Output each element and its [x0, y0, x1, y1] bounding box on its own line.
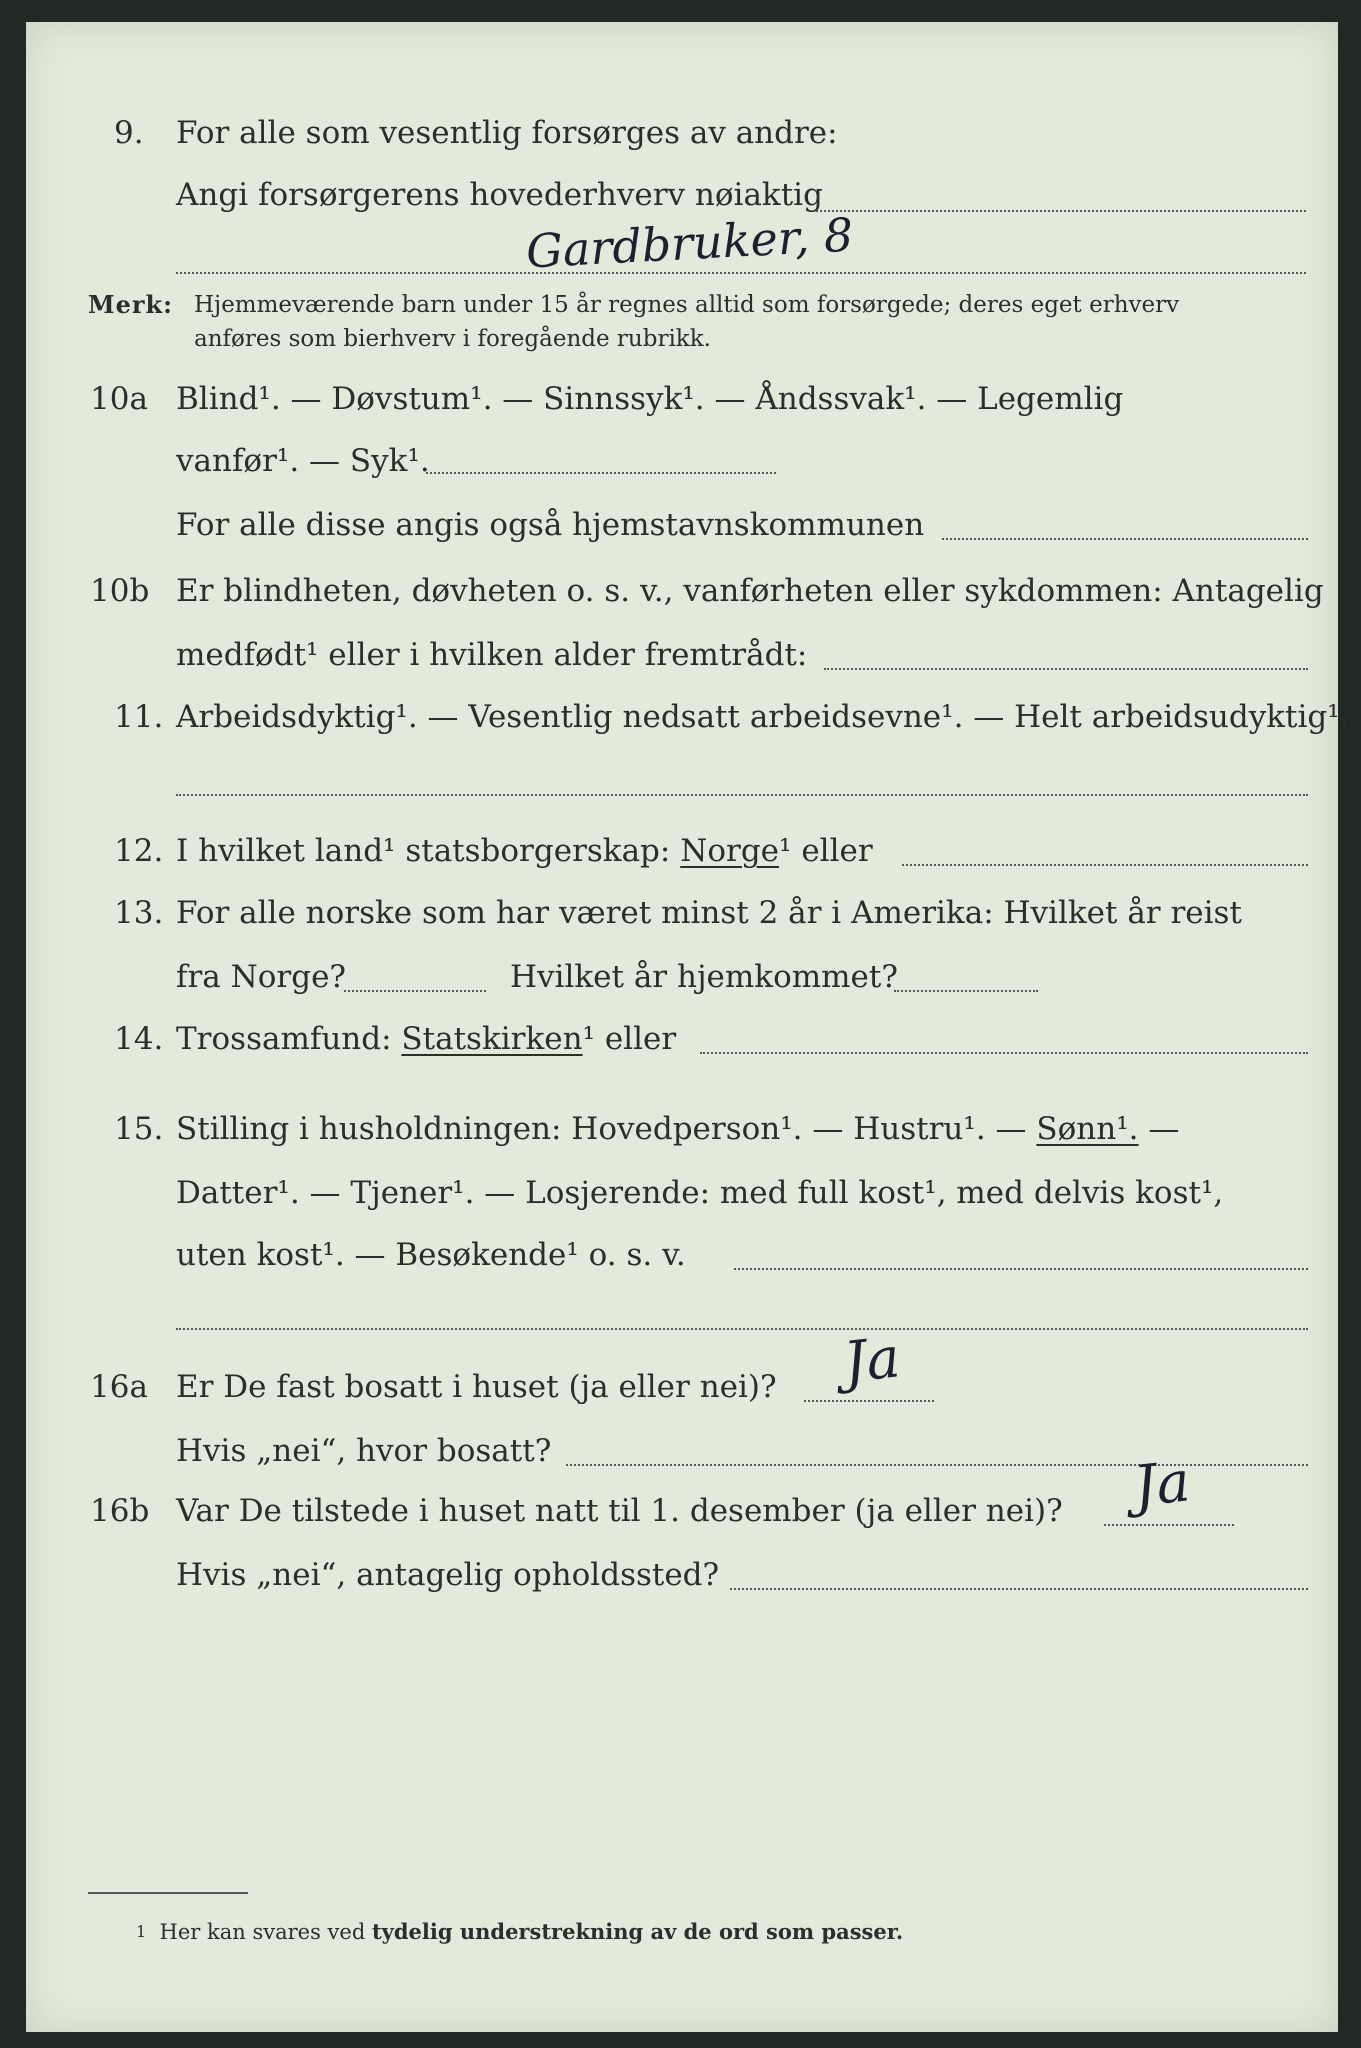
q16b-number: 16b: [90, 1493, 150, 1529]
q16b-opholdssted-line[interactable]: [730, 1588, 1308, 1590]
q16b-answer-line[interactable]: [1104, 1524, 1234, 1526]
footnote-rule: [88, 1892, 248, 1894]
q16a-handwritten-answer: Ja: [840, 1325, 904, 1396]
q14-answer-line[interactable]: [700, 1052, 1308, 1054]
q16a-number: 16a: [90, 1369, 148, 1405]
q12-underlined-norge: Norge: [680, 833, 780, 869]
q13-hjemkommet-line[interactable]: [894, 990, 1038, 992]
q14-question-tail: ¹ eller: [582, 1021, 677, 1057]
q15-options-dash: —: [1148, 1111, 1180, 1147]
q11-answer-line[interactable]: [176, 794, 1308, 796]
q10b-answer-line[interactable]: [824, 668, 1308, 670]
merk-note-line2: anføres som bierhverv i foregående rubrikk.: [194, 326, 711, 352]
census-form-page: [26, 22, 1350, 2032]
q15-options: [176, 1110, 1179, 1148]
q9-number: 9.: [114, 115, 144, 151]
q10a-hjemstavn-line[interactable]: [942, 538, 1308, 540]
q10b-question-line2: medfødt¹ eller i hvilken alder fremtrådt:: [176, 637, 808, 673]
q10a-options: Blind¹. — Døvstum¹. — Sinnssyk¹. — Åndssvak¹. — Legemlig: [176, 381, 1124, 417]
q16b-question: Var De tilstede i huset natt til 1. desember (ja eller nei)?: [176, 1493, 1063, 1529]
q15-underlined-sonn: Sønn¹.: [1036, 1111, 1139, 1147]
q12-number: 12.: [114, 833, 164, 869]
q9-answer-line2[interactable]: [176, 272, 1306, 274]
q16a-bosatt-label: Hvis „nei“, hvor bosatt?: [176, 1433, 552, 1469]
merk-note-line1: Hjemmeværende barn under 15 år regnes alltid som forsørgede; deres eget erhverv: [194, 292, 1180, 318]
q15-options-line3: uten kost¹. — Besøkende¹ o. s. v.: [176, 1237, 686, 1273]
q16a-bosatt-line[interactable]: [566, 1464, 1308, 1466]
q14-question-text: Trossamfund:: [176, 1021, 392, 1057]
q13-reist-line[interactable]: [344, 990, 486, 992]
q9-question: For alle som vesentlig forsørges av andre:: [176, 115, 838, 151]
q11-number: 11.: [114, 699, 164, 735]
q9-question-line2: Angi forsørgerens hovederhverv nøiaktig: [176, 177, 823, 213]
q16b-handwritten-answer: Ja: [1130, 1449, 1194, 1520]
q10a-options-line2: vanfør¹. — Syk¹.: [176, 443, 430, 479]
q11-options: Arbeidsdyktig¹. — Vesentlig nedsatt arbeidsevne¹. — Helt arbeidsudyktig¹.: [176, 699, 1350, 735]
q13-reist-label: fra Norge?: [176, 959, 347, 995]
q15-answer-line[interactable]: [734, 1268, 1308, 1270]
q12-question: [176, 832, 873, 870]
q10a-answer-line[interactable]: [426, 472, 776, 474]
q10b-question: Er blindheten, døvheten o. s. v., vanførheten eller sykdommen: Antagelig: [176, 573, 1324, 609]
q14-number: 14.: [114, 1021, 164, 1057]
q13-question: For alle norske som har været minst 2 år i Amerika: Hvilket år reist: [176, 895, 1242, 931]
q16b-opholdssted-label: Hvis „nei“, antagelig opholdssted?: [176, 1557, 720, 1593]
q15-answer-line2[interactable]: [176, 1328, 1308, 1330]
q15-number: 15.: [114, 1111, 164, 1147]
footnote-mark: 1: [136, 1922, 147, 1941]
footnote-bold-text: tydelig understrekning av de ord som passer.: [371, 1919, 904, 1944]
q15-options-text: Stilling i husholdningen: Hovedperson¹. — Hustru¹. —: [176, 1111, 1027, 1147]
q13-number: 13.: [114, 895, 164, 931]
q9-answer-line1[interactable]: [816, 210, 1306, 212]
q10b-number: 10b: [90, 573, 150, 609]
footnote-text: Her kan svares ved: [159, 1920, 366, 1944]
footnote: [136, 1918, 903, 1946]
q14-underlined-statskirken: Statskirken: [401, 1021, 583, 1057]
merk-label: Merk:: [88, 290, 173, 319]
q16a-answer-line[interactable]: [804, 1400, 934, 1402]
q16a-question: Er De fast bosatt i huset (ja eller nei)?: [176, 1369, 777, 1405]
q13-hjemkommet-label: Hvilket år hjemkommet?: [510, 959, 898, 995]
q12-question-text: I hvilket land¹ statsborgerskap:: [176, 833, 671, 869]
q10a-number: 10a: [90, 381, 148, 417]
q12-question-tail: ¹ eller: [779, 833, 873, 869]
q12-answer-line[interactable]: [902, 864, 1308, 866]
q9-handwritten-answer: Gardbruker, 8: [524, 207, 855, 279]
q14-question: [176, 1020, 676, 1058]
q15-options-line2: Datter¹. — Tjener¹. — Losjerende: med full kost¹, med delvis kost¹,: [176, 1175, 1224, 1211]
q10a-note: For alle disse angis også hjemstavnskommunen: [176, 507, 925, 543]
